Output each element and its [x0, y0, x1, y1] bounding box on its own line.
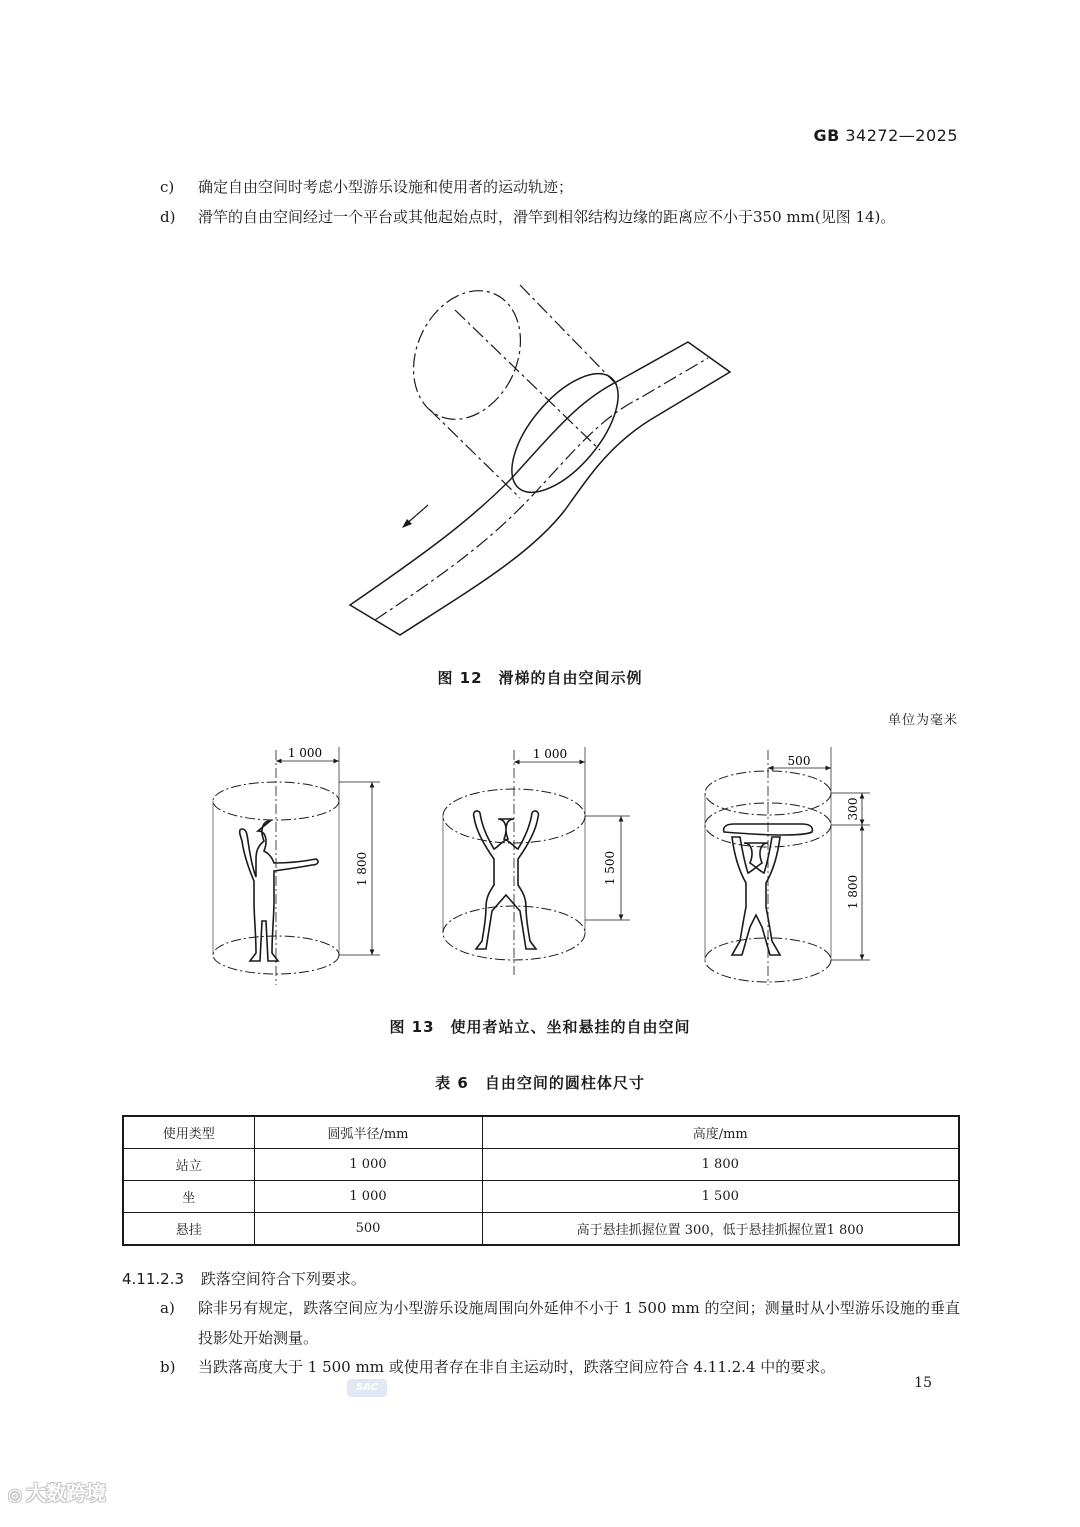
watermark-text: 大数跨境	[25, 1481, 106, 1505]
figure-12-caption: 图 12 滑梯的自由空间示例	[437, 669, 643, 687]
list-item-b	[160, 1352, 960, 1382]
hanging-top-label: 300	[846, 797, 860, 821]
hanging-width-label: 500	[787, 754, 811, 768]
standard-code	[813, 126, 958, 145]
clause-title: 跌落空间符合下列要求。	[200, 1270, 366, 1288]
table-cell: 站立	[123, 1149, 254, 1181]
standard-code-prefix: GB	[813, 126, 840, 145]
table-header-cell: 圆弧半径/mm	[254, 1116, 482, 1149]
list-marker: a)	[160, 1299, 175, 1317]
table-cell: 1 500	[482, 1181, 959, 1213]
standing-height-label: 1 800	[355, 851, 369, 887]
watermark	[8, 1477, 106, 1506]
table-6-caption: 表 6 自由空间的圆柱体尺寸	[435, 1074, 645, 1092]
figure-13-caption: 图 13 使用者站立、坐和悬挂的自由空间	[389, 1018, 691, 1036]
sac-logo: SAC	[347, 1379, 387, 1397]
units-note: 单位为毫米	[887, 713, 958, 728]
watermark-icon: ◎	[8, 1485, 22, 1504]
page-number: 15	[914, 1375, 932, 1391]
table-cell: 坐	[123, 1181, 254, 1213]
list-marker: c)	[160, 178, 175, 196]
table-cell: 1 000	[254, 1181, 482, 1213]
list-text: 当跌落高度大于 1 500 mm 或使用者存在非自主运动时，跌落空间应符合 4.11.2.4 中的要求。	[198, 1358, 836, 1376]
table-header-cell: 高度/mm	[482, 1116, 959, 1149]
standing-width-label: 1 000	[287, 746, 323, 760]
list-text: 除非另有规定，跌落空间应为小型游乐设施周围向外延伸不小于 1 500 mm 的空间；测量时从小型游乐设施的垂直投影处开始测量。	[198, 1299, 960, 1347]
list-marker: b)	[160, 1358, 176, 1376]
hanging-height-label: 1 800	[846, 874, 860, 910]
table-row	[123, 1149, 959, 1181]
figure-13-free-space-diagram	[0, 735, 1080, 1005]
clause-number: 4.11.2.3	[122, 1270, 185, 1288]
table-header-cell: 使用类型	[123, 1116, 254, 1149]
hanging-cylinder	[705, 747, 870, 985]
clause-heading	[122, 1268, 366, 1289]
table-cell: 悬挂	[123, 1213, 254, 1246]
table-header-row	[123, 1116, 959, 1149]
table-row	[123, 1213, 959, 1246]
standard-code-number: 34272—2025	[845, 126, 958, 145]
table-6	[122, 1115, 960, 1246]
table-cell: 500	[254, 1213, 482, 1246]
list-marker: d)	[160, 208, 176, 226]
table-cell: 1 000	[254, 1149, 482, 1181]
table-row	[123, 1181, 959, 1213]
list-text: 滑竿的自由空间经过一个平台或其他起始点时，滑竿到相邻结构边缘的距离应不小于350 mm(见图 14)。	[198, 208, 896, 226]
table-cell: 高于悬挂抓握位置 300，低于悬挂抓握位置1 800	[482, 1213, 959, 1246]
list-item-d	[160, 202, 960, 232]
sitting-width-label: 1 000	[532, 747, 568, 761]
table-cell: 1 800	[482, 1149, 959, 1181]
list-item-c	[160, 172, 960, 202]
list-item-a	[160, 1293, 960, 1353]
list-text: 确定自由空间时考虑小型游乐设施和使用者的运动轨迹；	[198, 178, 574, 196]
figure-12-slide-diagram	[0, 270, 1080, 650]
sitting-cylinder	[443, 747, 630, 975]
sitting-height-label: 1 500	[603, 850, 617, 886]
